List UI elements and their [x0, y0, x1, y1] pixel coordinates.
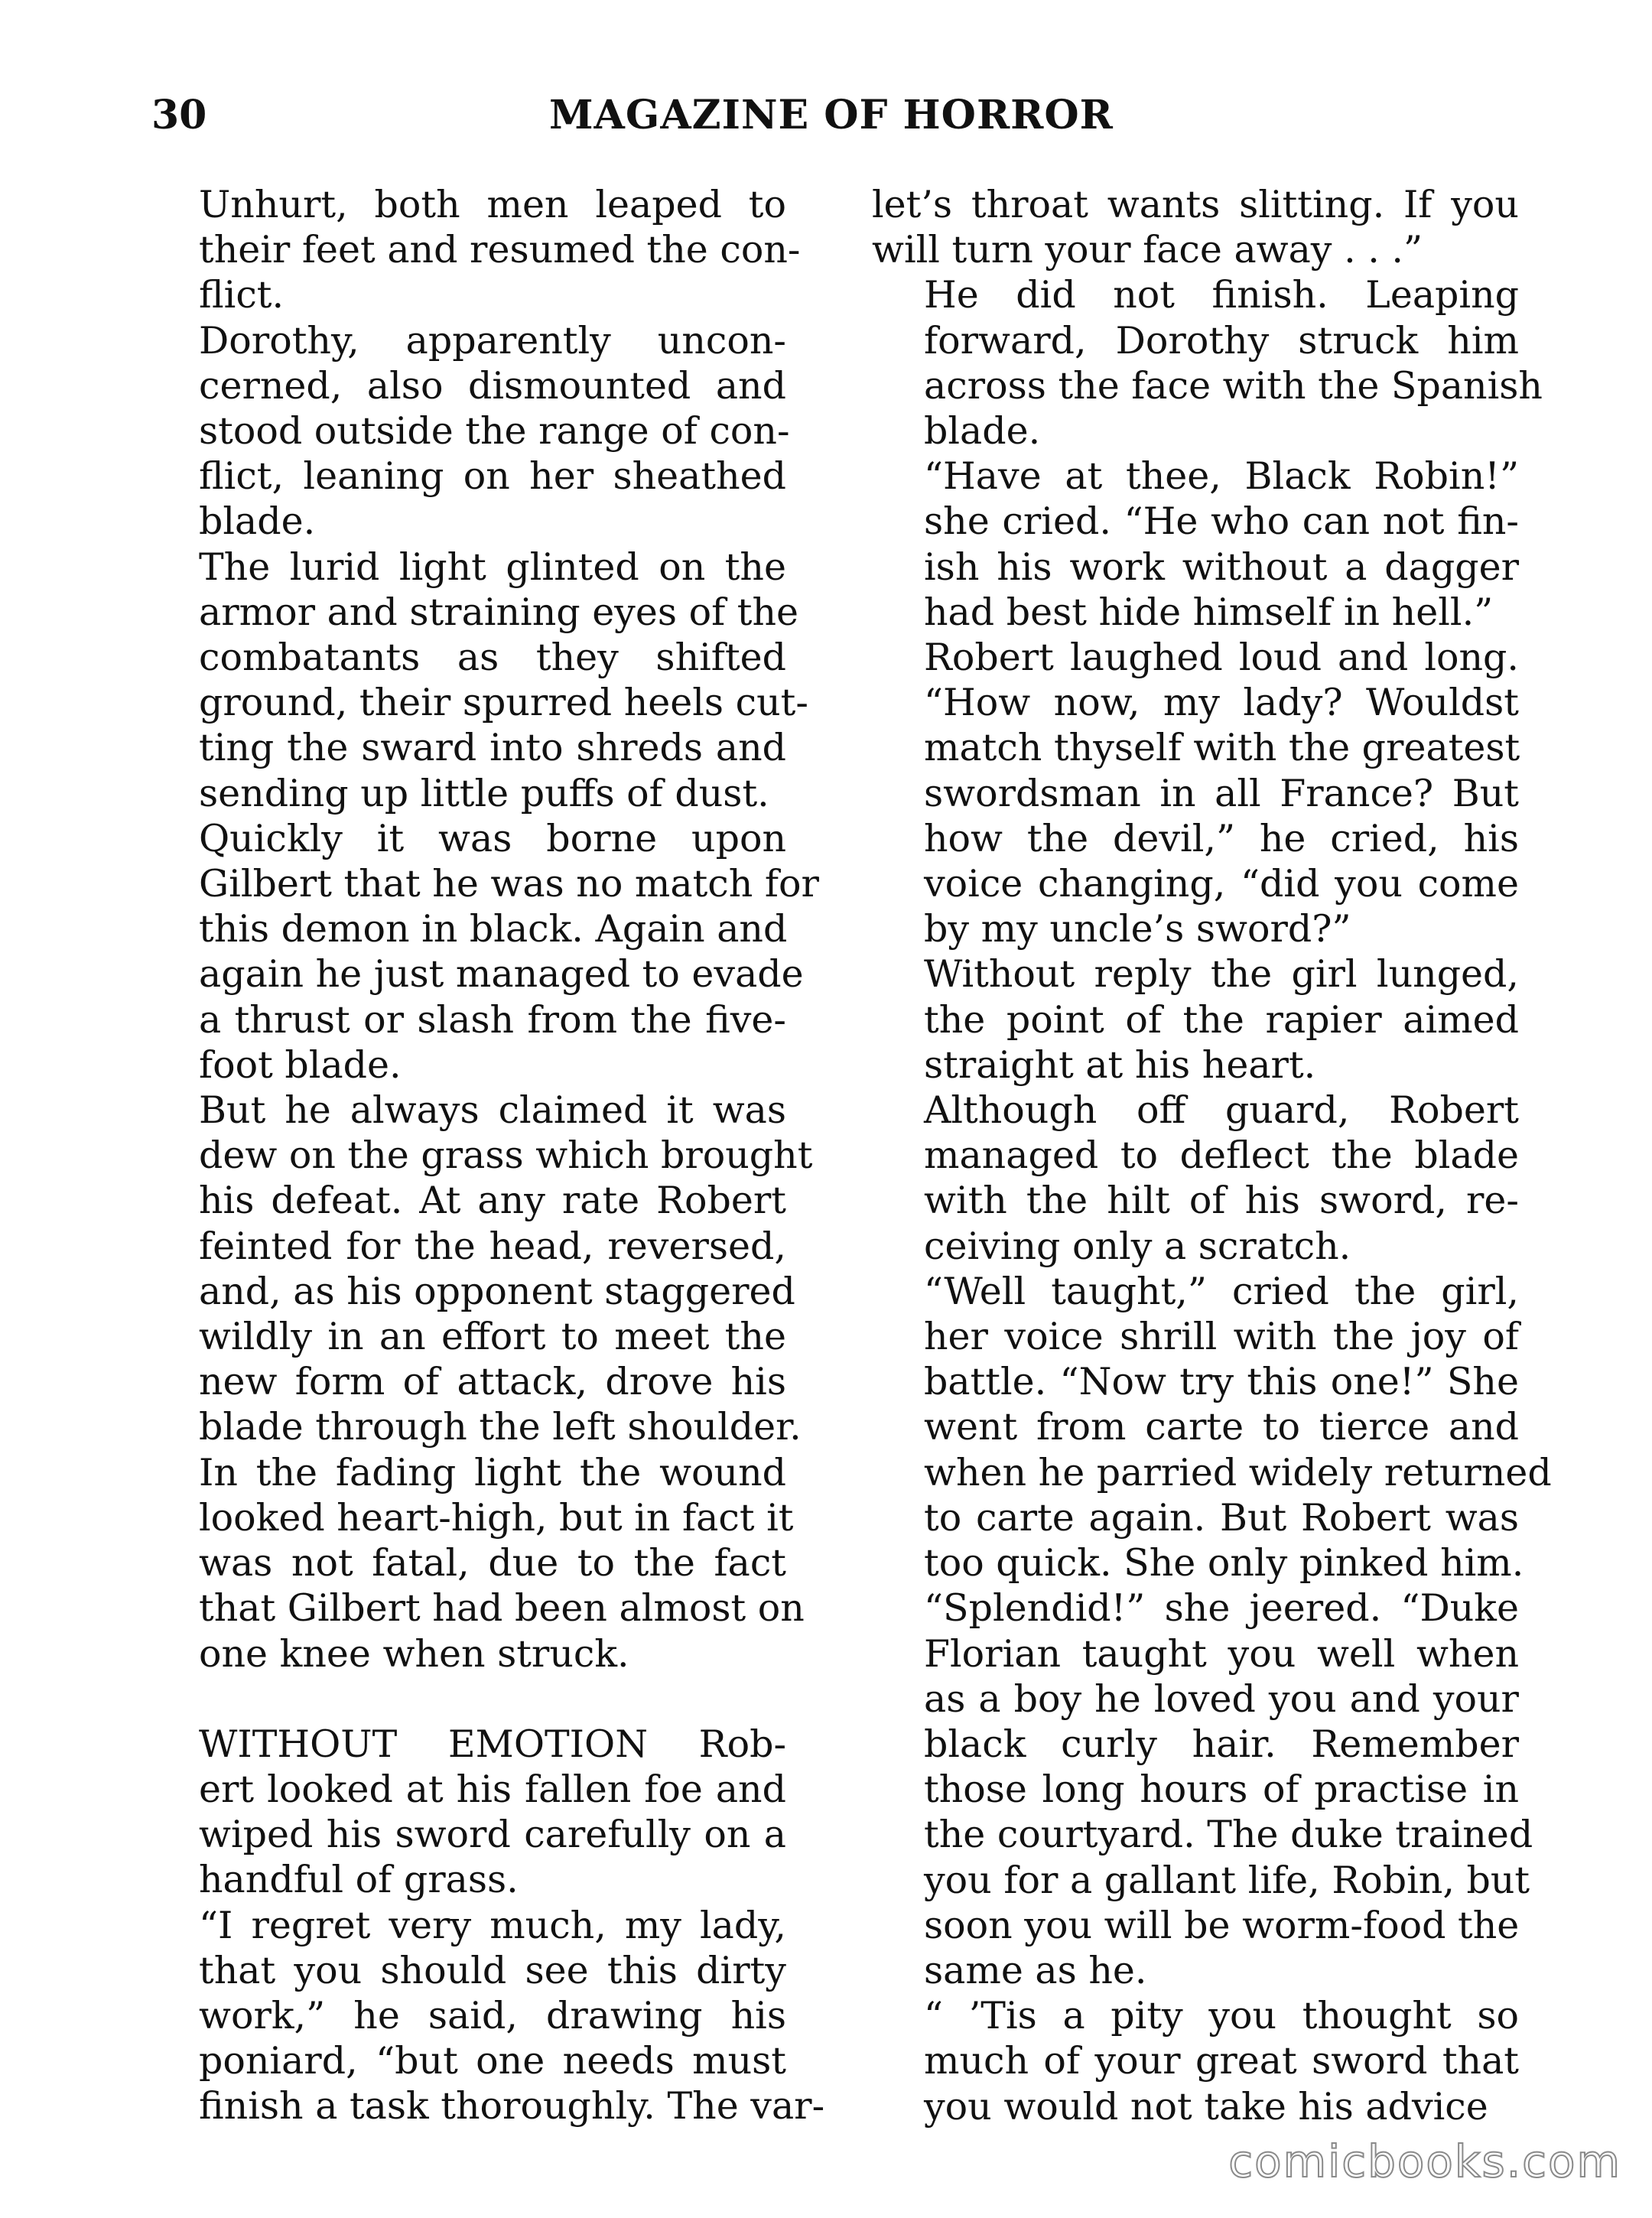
text-line: flict, leaning on her sheathed	[199, 454, 786, 499]
text-line: by my uncle’s sword?”	[924, 907, 1351, 951]
text-line: with the hilt of his sword, re-	[924, 1179, 1519, 1223]
text-line: “Well taught,” cried the girl,	[924, 1269, 1519, 1313]
running-title: MAGAZINE OF HORROR	[549, 92, 1114, 138]
text-line: finish a task thoroughly. The var-	[199, 2084, 825, 2129]
text-line: voice changing, “did you come	[924, 862, 1519, 906]
paragraph	[147, 318, 790, 545]
text-line: battle. “Now try this one!” She	[924, 1360, 1519, 1404]
text-line: when he parried widely returned	[924, 1450, 1552, 1494]
text-line: went from carte to tierce and	[924, 1405, 1519, 1449]
page-number: 30	[151, 92, 207, 138]
text-line: to carte again. But Robert was	[924, 1495, 1519, 1540]
text-line: In the fading light the wound	[199, 1450, 786, 1494]
text-line: his defeat. At any rate Robert	[199, 1179, 786, 1223]
text-line: you for a gallant life, Robin, but	[924, 1858, 1530, 1902]
text-line: foot blade.	[199, 1042, 402, 1087]
watermark: comicbooks.com	[1228, 2135, 1621, 2187]
text-line: armor and straining eyes of the	[199, 590, 799, 634]
text-line: those long hours of practise in	[924, 1768, 1519, 1812]
text-line: her voice shrill with the joy of	[924, 1315, 1519, 1359]
text-line: forward, Dorothy struck him	[924, 318, 1519, 363]
text-line: managed to deflect the blade	[924, 1133, 1519, 1178]
text-line: work,” he said, drawing his	[199, 1993, 786, 2038]
paragraph	[872, 1088, 1519, 1269]
text-line: let’s throat wants slitting. If you	[872, 183, 1519, 226]
right-column	[872, 182, 1552, 2129]
text-line: Quickly it was borne upon	[199, 816, 786, 860]
text-line: ert looked at his fallen foe and	[199, 1767, 786, 1811]
text-line: the courtyard. The duke trained	[924, 1813, 1533, 1857]
paragraph	[872, 1993, 1519, 2129]
text-line: Unhurt, both men leaped to	[199, 183, 786, 226]
text-line: too quick. She only pinked him.	[924, 1541, 1524, 1585]
text-line: had best hide himself in hell.”	[924, 590, 1494, 634]
text-line: “Have at thee, Black Robin!”	[924, 454, 1519, 499]
text-line: across the face with the Spanish	[924, 363, 1543, 408]
text-line: ceiving only a scratch.	[924, 1224, 1351, 1268]
text-line: you would not take his advice	[924, 2084, 1488, 2129]
paragraph	[147, 1722, 786, 1903]
paragraph	[872, 951, 1519, 1088]
text-line: much of your great sword that	[924, 2039, 1519, 2083]
text-line: that you should see this dirty	[199, 1948, 786, 1992]
text-line: match thyself with the greatest	[924, 726, 1520, 770]
text-line: poniard, “but one needs must	[199, 2039, 786, 2083]
text-line: blade.	[199, 499, 316, 544]
left-column	[147, 182, 825, 2129]
text-line: Although off guard, Robert	[924, 1088, 1519, 1133]
text-line: handful of grass.	[199, 1858, 519, 1902]
text-line: “Splendid!” she jeered. “Duke	[924, 1586, 1519, 1631]
text-line: she cried. “He who can not fin-	[924, 499, 1519, 544]
text-line: Without reply the girl lunged,	[924, 952, 1519, 997]
text-line: Gilbert that he was no match for	[199, 862, 819, 906]
paragraph	[147, 816, 819, 1088]
paragraph	[147, 1088, 813, 1677]
text-line: feinted for the head, reversed,	[199, 1224, 786, 1268]
text-line: He did not finish. Leaping	[924, 273, 1519, 317]
paragraph	[872, 1585, 1533, 1993]
paragraph	[147, 1903, 825, 2129]
text-line: as a boy he loved you and your	[924, 1677, 1519, 1721]
paragraph	[872, 454, 1519, 635]
text-line: straight at his heart.	[924, 1042, 1316, 1087]
text-line: ground, their spurred heels cut-	[199, 681, 808, 725]
text-line: soon you will be worm-food the	[924, 1903, 1520, 1947]
text-line: their feet and resumed the con-	[199, 228, 801, 272]
paragraph	[872, 182, 1519, 272]
text-line: wildly in an effort to meet the	[199, 1315, 786, 1359]
text-line: blade through the left shoulder.	[199, 1405, 802, 1449]
text-line: WITHOUT EMOTION Rob-	[199, 1722, 786, 1766]
text-line: wiped his sword carefully on a	[199, 1813, 786, 1857]
text-line: But he always claimed it was	[199, 1088, 786, 1133]
text-line: black curly hair. Remember	[924, 1722, 1519, 1766]
text-line: one knee when struck.	[199, 1631, 629, 1676]
text-line: blade.	[924, 409, 1041, 454]
text-line: new form of attack, drove his	[199, 1360, 786, 1404]
paragraph	[147, 545, 808, 816]
text-line: same as he.	[924, 1948, 1147, 1992]
page-header	[151, 92, 1501, 161]
text-line: cerned, also dismounted and	[199, 363, 786, 408]
paragraph	[147, 182, 801, 318]
text-line: this demon in black. Again and	[199, 907, 788, 951]
text-line: that Gilbert had been almost on	[199, 1586, 805, 1631]
text-line: flict.	[199, 273, 285, 317]
text-line: Florian taught you well when	[924, 1631, 1519, 1676]
text-line: dew on the grass which brought	[199, 1133, 813, 1178]
text-line: “ ’Tis a pity you thought so	[924, 1994, 1519, 2038]
text-line: “How now, my lady? Wouldst	[924, 681, 1519, 725]
text-line: stood outside the range of con-	[199, 409, 790, 454]
text-line: again he just managed to evade	[199, 952, 804, 997]
text-line: “I regret very much, my lady,	[199, 1903, 786, 1947]
paragraph	[872, 1269, 1552, 1585]
text-line: Dorothy, apparently uncon-	[199, 318, 786, 363]
text-line: how the devil,” he cried, his	[924, 816, 1519, 860]
text-line: combatants as they shifted	[199, 636, 786, 680]
text-line: will turn your face away . . .”	[872, 228, 1423, 272]
text-line: The lurid light glinted on the	[199, 545, 786, 589]
paragraph	[872, 635, 1519, 951]
text-line: Robert laughed loud and long.	[924, 636, 1519, 680]
text-line: was not fatal, due to the fact	[199, 1541, 786, 1585]
text-line: sending up little puffs of dust.	[199, 771, 769, 815]
text-line: a thrust or slash from the five-	[199, 997, 786, 1042]
paragraph	[872, 272, 1543, 454]
text-line: and, as his opponent staggered	[199, 1269, 795, 1313]
text-line: ting the sward into shreds and	[199, 726, 786, 770]
text-line: the point of the rapier aimed	[924, 997, 1519, 1042]
text-line: ish his work without a dagger	[924, 545, 1519, 589]
text-line: looked heart-high, but in fact it	[199, 1495, 794, 1540]
text-line: swordsman in all France? But	[924, 771, 1519, 815]
